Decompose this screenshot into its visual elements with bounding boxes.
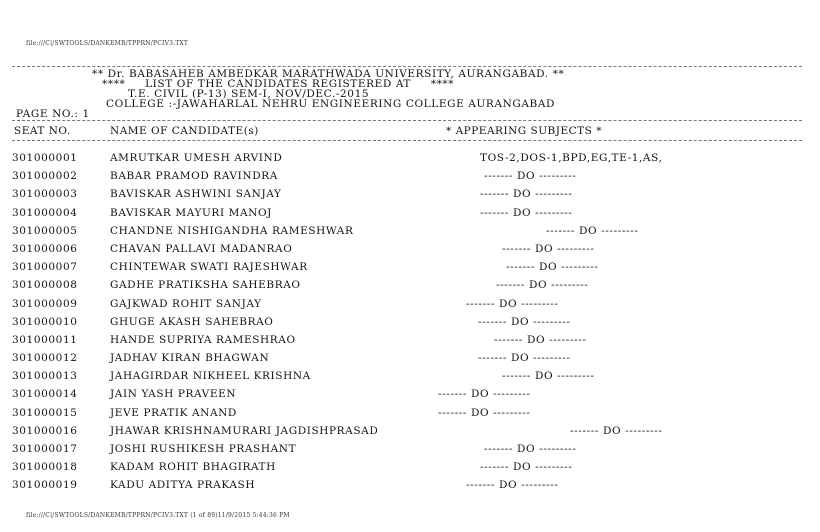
seat-number: 301000008 bbox=[12, 279, 78, 292]
appearing-subjects: ------- DO --------- bbox=[570, 424, 663, 437]
candidate-name: JOSHI RUSHIKESH PRASHANT bbox=[110, 443, 297, 455]
table-row bbox=[0, 277, 820, 295]
table-row bbox=[0, 423, 820, 441]
table-row bbox=[0, 477, 820, 495]
candidate-name: GADHE PRATIKSHA SAHEBRAO bbox=[110, 279, 301, 292]
candidate-name: KADU ADITYA PRAKASH bbox=[110, 479, 256, 492]
candidate-name: AMRUTKAR UMESH ARVIND bbox=[110, 152, 283, 164]
table-row bbox=[0, 186, 820, 204]
seat-number: 301000001 bbox=[12, 152, 78, 164]
candidate-name: CHAVAN PALLAVI MADANRAO bbox=[110, 242, 293, 255]
seat-number: 301000016 bbox=[12, 424, 78, 437]
table-row bbox=[0, 205, 820, 223]
seat-number: 301000012 bbox=[12, 352, 78, 365]
seat-number: 301000003 bbox=[12, 188, 78, 201]
appearing-subjects: ------- DO --------- bbox=[478, 315, 571, 328]
appearing-subjects: ------- DO --------- bbox=[506, 261, 599, 274]
appearing-subjects: ------- DO --------- bbox=[480, 206, 573, 219]
appearing-subjects: ------- DO --------- bbox=[496, 279, 589, 292]
candidate-name: JHAWAR KRISHNAMURARI JAGDISHPRASAD bbox=[110, 424, 379, 437]
seat-number: 301000009 bbox=[12, 297, 78, 310]
university-heading: ** Dr. BABASAHEB AMBEDKAR MARATHWADA UNIVERSITY, AURANGABAD. ** bbox=[92, 68, 565, 80]
appearing-subjects: ------- DO --------- bbox=[484, 443, 577, 455]
appearing-subjects: ------- DO --------- bbox=[438, 388, 531, 401]
seat-number: 301000007 bbox=[12, 261, 78, 274]
seat-number: 301000014 bbox=[12, 388, 78, 401]
seat-number: 301000019 bbox=[12, 479, 78, 492]
seat-number: 301000004 bbox=[12, 206, 78, 219]
dashed-divider bbox=[12, 66, 802, 67]
course-title: T.E. CIVIL (P-13) SEM-I, NOV/DEC.-2015 bbox=[128, 88, 370, 100]
dashed-divider bbox=[12, 140, 802, 141]
candidate-name: KADAM ROHIT BHAGIRATH bbox=[110, 461, 276, 474]
appearing-subjects: ------- DO --------- bbox=[480, 188, 573, 201]
candidate-name: JAIN YASH PRAVEEN bbox=[110, 388, 237, 401]
table-row bbox=[0, 459, 820, 477]
appearing-subjects: ------- DO --------- bbox=[478, 352, 571, 365]
column-header-subjects: * APPEARING SUBJECTS * bbox=[446, 125, 602, 137]
candidate-name: HANDE SUPRIYA RAMESHRAO bbox=[110, 333, 296, 346]
seat-number: 301000018 bbox=[12, 461, 78, 474]
table-row bbox=[0, 441, 820, 459]
seat-number: 301000010 bbox=[12, 315, 78, 328]
footer-file-path: file:///C|/SWTOOLS/DANKEMR/TPPRN/PCIV3.TXT (1 of 89)11/9/2015 5:44:36 PM bbox=[26, 512, 290, 519]
appearing-subjects: ------- DO --------- bbox=[484, 170, 577, 183]
candidate-name: JADHAV KIRAN BHAGWAN bbox=[110, 352, 270, 365]
candidate-name: CHINTEWAR SWATI RAJESHWAR bbox=[110, 261, 308, 274]
list-title: **** LIST OF THE CANDIDATES REGISTERED AT **** bbox=[102, 78, 455, 90]
candidate-name: GAJKWAD ROHIT SANJAY bbox=[110, 297, 262, 310]
seat-number: 301000011 bbox=[12, 333, 78, 346]
appearing-subjects: ------- DO --------- bbox=[466, 479, 559, 492]
table-row bbox=[0, 296, 820, 314]
appearing-subjects: TOS-2,DOS-1,BPD,EG,TE-1,AS, bbox=[480, 152, 663, 164]
table-row bbox=[0, 259, 820, 277]
column-header-seat: SEAT NO. bbox=[14, 125, 71, 137]
seat-number: 301000005 bbox=[12, 224, 78, 237]
column-header-name: NAME OF CANDIDATE(s) bbox=[110, 125, 259, 137]
seat-number: 301000006 bbox=[12, 242, 78, 255]
candidate-name: CHANDNE NISHIGANDHA RAMESHWAR bbox=[110, 224, 354, 237]
candidate-name: JEVE PRATIK ANAND bbox=[110, 406, 237, 419]
table-row bbox=[0, 350, 820, 368]
appearing-subjects: ------- DO --------- bbox=[546, 224, 639, 237]
dashed-divider bbox=[12, 120, 802, 121]
table-row bbox=[0, 241, 820, 259]
candidate-name: BAVISKAR MAYURI MANOJ bbox=[110, 206, 272, 219]
seat-number: 301000002 bbox=[12, 170, 78, 183]
appearing-subjects: ------- DO --------- bbox=[502, 370, 595, 383]
table-row bbox=[0, 223, 820, 241]
table-row bbox=[0, 368, 820, 386]
appearing-subjects: ------- DO --------- bbox=[438, 406, 531, 419]
table-row bbox=[0, 150, 820, 168]
appearing-subjects: ------- DO --------- bbox=[480, 461, 573, 474]
seat-number: 301000017 bbox=[12, 443, 78, 455]
seat-number: 301000013 bbox=[12, 370, 78, 383]
table-row bbox=[0, 332, 820, 350]
header-file-path: file:///C|/SWTOOLS/DANKEMR/TPPRN/PCIV3.TXT bbox=[26, 40, 189, 47]
candidate-name: BABAR PRAMOD RAVINDRA bbox=[110, 170, 278, 183]
candidate-name: JAHAGIRDAR NIKHEEL KRISHNA bbox=[110, 370, 311, 383]
table-row bbox=[0, 168, 820, 186]
table-row bbox=[0, 405, 820, 423]
candidate-list bbox=[0, 150, 820, 496]
table-row bbox=[0, 314, 820, 332]
college-name: COLLEGE :-JAWAHARLAL NEHRU ENGINEERING COLLEGE AURANGABAD bbox=[106, 98, 556, 110]
seat-number: 301000015 bbox=[12, 406, 78, 419]
table-row bbox=[0, 386, 820, 404]
candidate-name: GHUGE AKASH SAHEBRAO bbox=[110, 315, 274, 328]
appearing-subjects: ------- DO --------- bbox=[494, 333, 587, 346]
appearing-subjects: ------- DO --------- bbox=[502, 242, 595, 255]
candidate-name: BAVISKAR ASHWINI SANJAY bbox=[110, 188, 282, 201]
page-number: PAGE NO.: 1 bbox=[16, 108, 90, 120]
appearing-subjects: ------- DO --------- bbox=[466, 297, 559, 310]
